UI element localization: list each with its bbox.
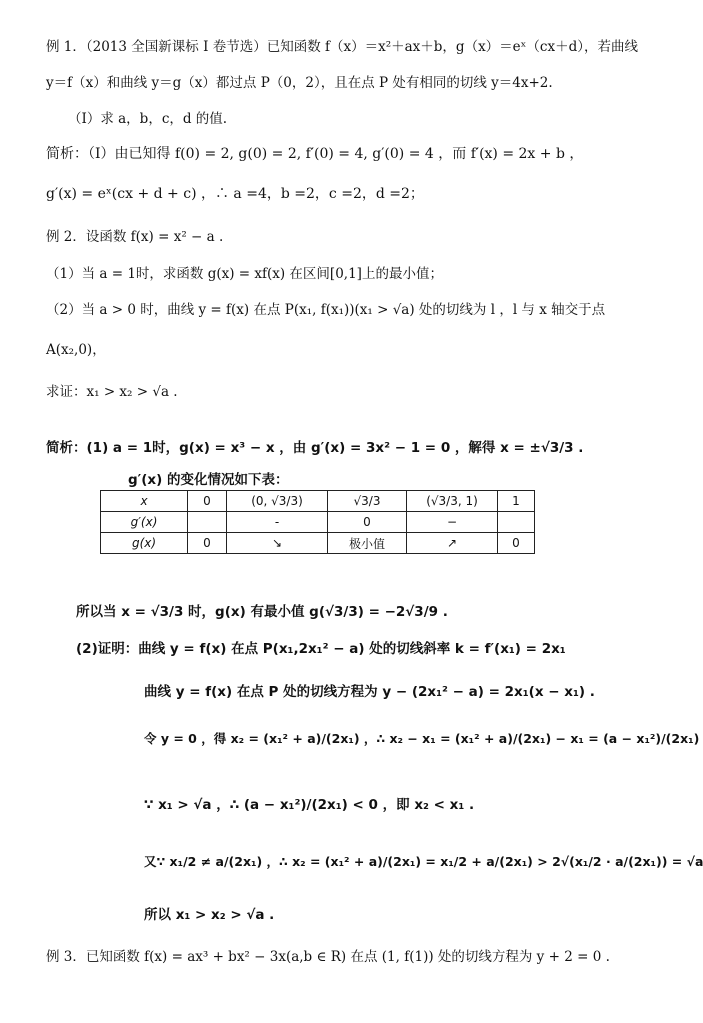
table-cell: 极小值 [328, 533, 407, 554]
table-cell: 0 [188, 533, 227, 554]
table-cell: 1 [498, 491, 535, 512]
ex2-line3: （2）当 a > 0 时，曲线 y = f(x) 在点 P(x₁, f(x₁))(x₁ > √a) 处的切线为 l ，l 与 x 轴交于点 [46, 302, 606, 318]
table-cell: x [101, 491, 188, 512]
ex1-solution-line2: g′(x) = eˣ(cx + d + c) ，∴ a =4，b =2，c =2，d =2； [46, 186, 424, 202]
sol2-tangent-equation: 曲线 y = f(x) 在点 P 处的切线方程为 y − (2x₁² − a) = 2x₁(x − x₁) . [144, 684, 595, 700]
table-cell: (0, √3/3) [227, 491, 328, 512]
table-cell: 0 [328, 512, 407, 533]
table-row-gprime [101, 512, 535, 533]
sol2-inequality: ∵ x₁ > √a ，∴ (a − x₁²)/(2x₁) < 0 ，即 x₂ < x₁ . [144, 797, 475, 813]
table-row-x [101, 491, 535, 512]
table-cell [498, 512, 535, 533]
variation-table [100, 490, 535, 554]
sol2-set-y-zero: 令 y = 0 ，得 x₂ = (x₁² + a)/(2x₁) ，∴ x₂ − x₁ = (x₁² + a)/(2x₁) − x₁ = (a − x₁²)/(2x₁) [144, 731, 700, 746]
table-cell: - [227, 512, 328, 533]
table-cell: g′(x) [101, 512, 188, 533]
table-cell: ↘ [227, 533, 328, 554]
ex1-line2: y＝f（x）和曲线 y＝g（x）都过点 P（0，2），且在点 P 处有相同的切线 y＝4x+2. [46, 75, 553, 91]
ex1-line1: 例 1．（2013 全国新课标 I 卷节选）已知函数 f（x）＝x²＋ax＋b，g（x）＝eˣ（cx＋d），若曲线 [46, 39, 638, 55]
sol2-part2-intro: (2)证明：曲线 y = f(x) 在点 P(x₁,2x₁² − a) 处的切线斜率 k = f′(x₁) = 2x₁ [76, 641, 566, 657]
table-cell: g(x) [101, 533, 188, 554]
sol2-conclusion: 所以 x₁ > x₂ > √a . [144, 907, 275, 923]
ex2-line1: 例 2．设函数 f(x) = x² − a . [46, 229, 224, 245]
ex1-solution-line1: 简析：（Ⅰ）由已知得 f(0) = 2, g(0) = 2, f′(0) = 4, g′(0) = 4 ，而 f′(x) = 2x + b ， [46, 146, 584, 162]
table-cell: ↗ [407, 533, 498, 554]
table-cell: √3/3 [328, 491, 407, 512]
sol2-part1-conclusion: 所以当 x = √3/3 时，g(x) 有最小值 g(√3/3) = −2√3/9 . [76, 604, 448, 620]
ex2-line5: 求证：x₁ > x₂ > √a . [46, 384, 178, 400]
table-cell: (√3/3, 1) [407, 491, 498, 512]
sol2-table-caption: g′(x) 的变化情况如下表： [128, 472, 289, 488]
table-cell: 0 [188, 491, 227, 512]
sol2-part1: 简析：(1) a = 1时，g(x) = x³ − x ，由 g′(x) = 3x² − 1 = 0 ，解得 x = ±√3/3 . [46, 440, 584, 456]
table-cell: − [407, 512, 498, 533]
table-cell [188, 512, 227, 533]
ex2-line2: （1）当 a = 1时，求函数 g(x) = xf(x) 在区间[0,1]上的最小值； [46, 266, 443, 282]
table-row-g [101, 533, 535, 554]
ex1-line3: （Ⅰ）求 a，b，c，d 的值. [68, 111, 228, 127]
ex3-line1: 例 3．已知函数 f(x) = ax³ + bx² − 3x(a,b ∈ R) 在点 (1, f(1)) 处的切线方程为 y + 2 = 0 . [46, 949, 610, 965]
sol2-am-gm: 又∵ x₁/2 ≠ a/(2x₁) ，∴ x₂ = (x₁² + a)/(2x₁) = x₁/2 + a/(2x₁) > 2√(x₁/2 · a/(2x₁)) = √a [144, 854, 703, 869]
ex2-line4: A(x₂,0)， [46, 342, 106, 358]
table-cell: 0 [498, 533, 535, 554]
